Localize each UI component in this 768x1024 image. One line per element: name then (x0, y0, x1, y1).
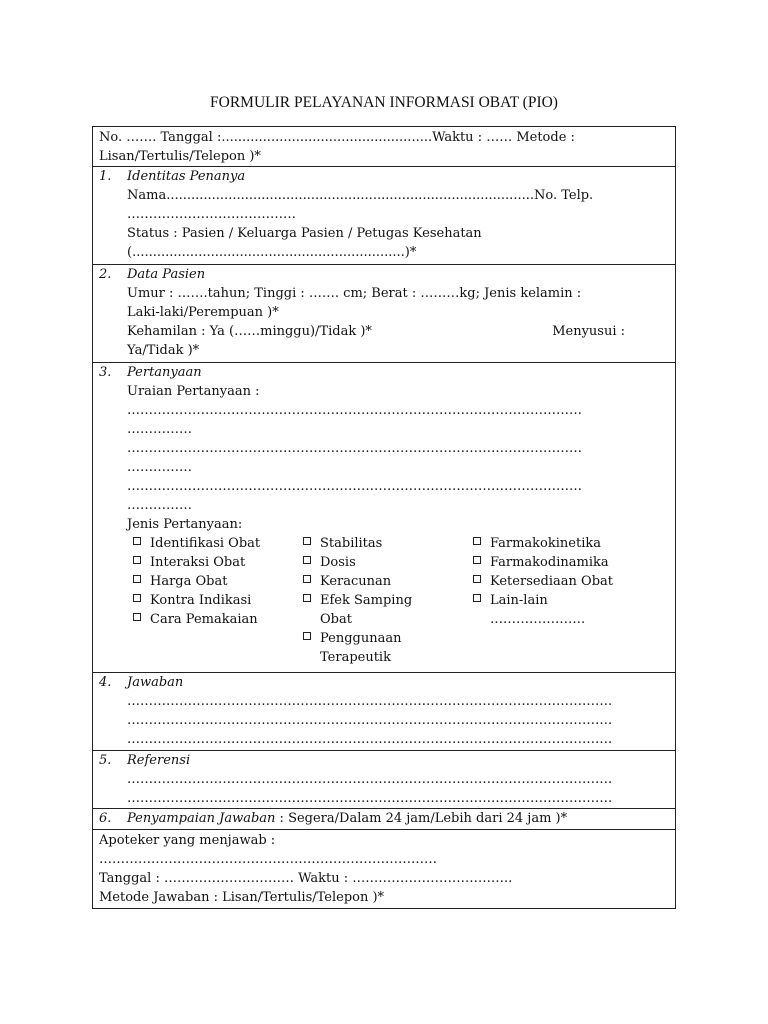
section4-number: 4. (99, 675, 112, 690)
uraian-line-2-cont[interactable]: …………… (127, 460, 192, 475)
uraian-line-1[interactable]: …………………………………………………………………………………………… (127, 403, 582, 418)
option-stabilitas[interactable] (303, 534, 473, 553)
checkbox-icon[interactable] (133, 594, 141, 602)
section-pertanyaan (93, 363, 675, 673)
option-label: Lain-lain (490, 593, 548, 608)
lain-lain-field[interactable]: …………………. (490, 612, 586, 627)
checkbox-icon[interactable] (303, 556, 311, 564)
jenis-pertanyaan-label: Jenis Pertanyaan: (127, 517, 243, 532)
option-farmakodinamika[interactable] (473, 553, 643, 572)
gender-field[interactable]: Laki-laki/Perempuan )* (127, 305, 279, 320)
kehamilan-field[interactable]: Kehamilan : Ya (……minggu)/Tidak )* (127, 324, 372, 339)
referensi-line-1[interactable]: …………………………………………………………………………………………………. (127, 772, 613, 787)
checkbox-icon[interactable] (133, 556, 141, 564)
option-ketersediaan-obat[interactable] (473, 572, 643, 591)
kehamilan-menyusui-row (99, 322, 669, 341)
apoteker-label: Apoteker yang menjawab : (99, 833, 276, 848)
section1-heading (99, 167, 669, 186)
section-penyampaian-jawaban (93, 809, 675, 830)
apoteker-field[interactable]: …………………………………………………………………… (99, 852, 437, 867)
jenis-pertanyaan-options (99, 534, 669, 667)
checkbox-icon[interactable] (133, 575, 141, 583)
checkbox-icon[interactable] (473, 575, 481, 583)
options-column-3 (473, 534, 643, 667)
section5-number: 5. (99, 753, 112, 768)
section6-title: Penyampaian Jawaban (127, 811, 276, 826)
checkbox-icon[interactable] (303, 575, 311, 583)
header-line-date-time: No. ……. Tanggal :...................................................Waktu : …… Metode : (99, 130, 575, 145)
uraian-label: Uraian Pertanyaan : (127, 384, 260, 399)
option-kontra-indikasi[interactable] (133, 591, 303, 610)
options-column-1 (133, 534, 303, 667)
section-data-pasien (93, 265, 675, 363)
checkbox-icon[interactable] (473, 556, 481, 564)
jawaban-line-3[interactable]: …………………………………………………………………………………………………. (127, 732, 613, 747)
status-fill-field[interactable]: (..................................................................)* (127, 245, 417, 260)
option-label: Farmakodinamika (490, 555, 609, 570)
option-keracunan[interactable] (303, 572, 473, 591)
options-column-2 (303, 534, 473, 667)
checkbox-icon[interactable] (303, 632, 311, 640)
referensi-line-2[interactable]: …………………………………………………………………………………………………. (127, 791, 613, 806)
checkbox-icon[interactable] (133, 537, 141, 545)
tanggal-waktu-field[interactable]: Tanggal : ………………………… Waktu : ………………………………. (99, 871, 513, 886)
option-harga-obat[interactable] (133, 572, 303, 591)
form-title: FORMULIR PELAYANAN INFORMASI OBAT (PIO) (210, 94, 558, 111)
metode-jawaban-field[interactable]: Metode Jawaban : Lisan/Tertulis/Telepon )* (99, 890, 385, 905)
section2-number: 2. (99, 267, 112, 282)
checkbox-icon[interactable] (133, 613, 141, 621)
status-field: Status : Pasien / Keluarga Pasien / Petugas Kesehatan (127, 226, 482, 241)
section3-title: Pertanyaan (127, 365, 202, 380)
option-cara-pemakaian[interactable] (133, 610, 303, 629)
section1-title: Identitas Penanya (127, 169, 246, 184)
section5-title: Referensi (127, 753, 191, 768)
menyusui-label: Menyusui : (552, 324, 625, 339)
section5-heading (99, 751, 669, 770)
header-line-method: Lisan/Tertulis/Telepon )* (99, 149, 261, 164)
form-footer (93, 830, 675, 908)
option-label: Keracunan (320, 574, 392, 589)
uraian-line-1-cont[interactable]: …………… (127, 422, 192, 437)
menyusui-field[interactable]: Ya/Tidak )* (127, 343, 200, 358)
option-lain-lain[interactable] (473, 591, 643, 610)
section4-title: Jawaban (127, 675, 184, 690)
option-penggunaan-terapeutik[interactable] (303, 629, 473, 648)
uraian-line-3-cont[interactable]: …………… (127, 498, 192, 513)
section-referensi (93, 751, 675, 809)
option-label: Ketersediaan Obat (490, 574, 613, 589)
checkbox-icon[interactable] (473, 537, 481, 545)
option-label: Dosis (320, 555, 356, 570)
section3-number: 3. (99, 365, 112, 380)
option-label: Stabilitas (320, 536, 383, 551)
jawaban-line-2[interactable]: …………………………………………………………………………………………………. (127, 713, 613, 728)
section6-number: 6. (99, 811, 112, 826)
section3-heading (99, 363, 669, 382)
option-efek-samping[interactable] (303, 591, 473, 610)
jawaban-line-1[interactable]: …………………………………………………………………………………………………. (127, 694, 613, 709)
option-penggunaan-cont: Terapeutik (320, 650, 391, 665)
option-label: Farmakokinetika (490, 536, 601, 551)
form-header (93, 127, 675, 167)
option-label: Harga Obat (150, 574, 228, 589)
section-jawaban (93, 673, 675, 751)
section6-heading[interactable] (99, 809, 669, 828)
uraian-line-3[interactable]: …………………………………………………………………………………………… (127, 479, 582, 494)
option-label: Identifikasi Obat (150, 536, 261, 551)
option-dosis[interactable] (303, 553, 473, 572)
section1-number: 1. (99, 169, 112, 184)
section6-options[interactable]: : Segera/Dalam 24 jam/Lebih dari 24 jam )* (275, 811, 568, 826)
telp-field[interactable]: ………………………………… (127, 207, 296, 222)
checkbox-icon[interactable] (303, 594, 311, 602)
option-label: Kontra Indikasi (150, 593, 252, 608)
option-farmakokinetika[interactable] (473, 534, 643, 553)
pio-form (92, 126, 676, 909)
option-label: Efek Samping (320, 593, 413, 608)
option-identifikasi-obat[interactable] (133, 534, 303, 553)
section2-title: Data Pasien (127, 267, 206, 282)
uraian-line-2[interactable]: …………………………………………………………………………………………… (127, 441, 582, 456)
section4-heading (99, 673, 669, 692)
option-efek-samping-cont: Obat (320, 612, 352, 627)
option-label: Penggunaan (320, 631, 402, 646)
checkbox-icon[interactable] (303, 537, 311, 545)
option-interaksi-obat[interactable] (133, 553, 303, 572)
nama-field[interactable]: Nama.........................................................................................No. Telp. (127, 188, 594, 203)
section2-heading (99, 265, 669, 284)
umur-tinggi-berat-field[interactable]: Umur : …….tahun; Tinggi : ……. cm; Berat : ………kg; Jenis kelamin : (127, 286, 582, 301)
section-identitas-penanya (93, 167, 675, 265)
checkbox-icon[interactable] (473, 594, 481, 602)
option-label: Cara Pemakaian (150, 612, 258, 627)
option-label: Interaksi Obat (150, 555, 246, 570)
